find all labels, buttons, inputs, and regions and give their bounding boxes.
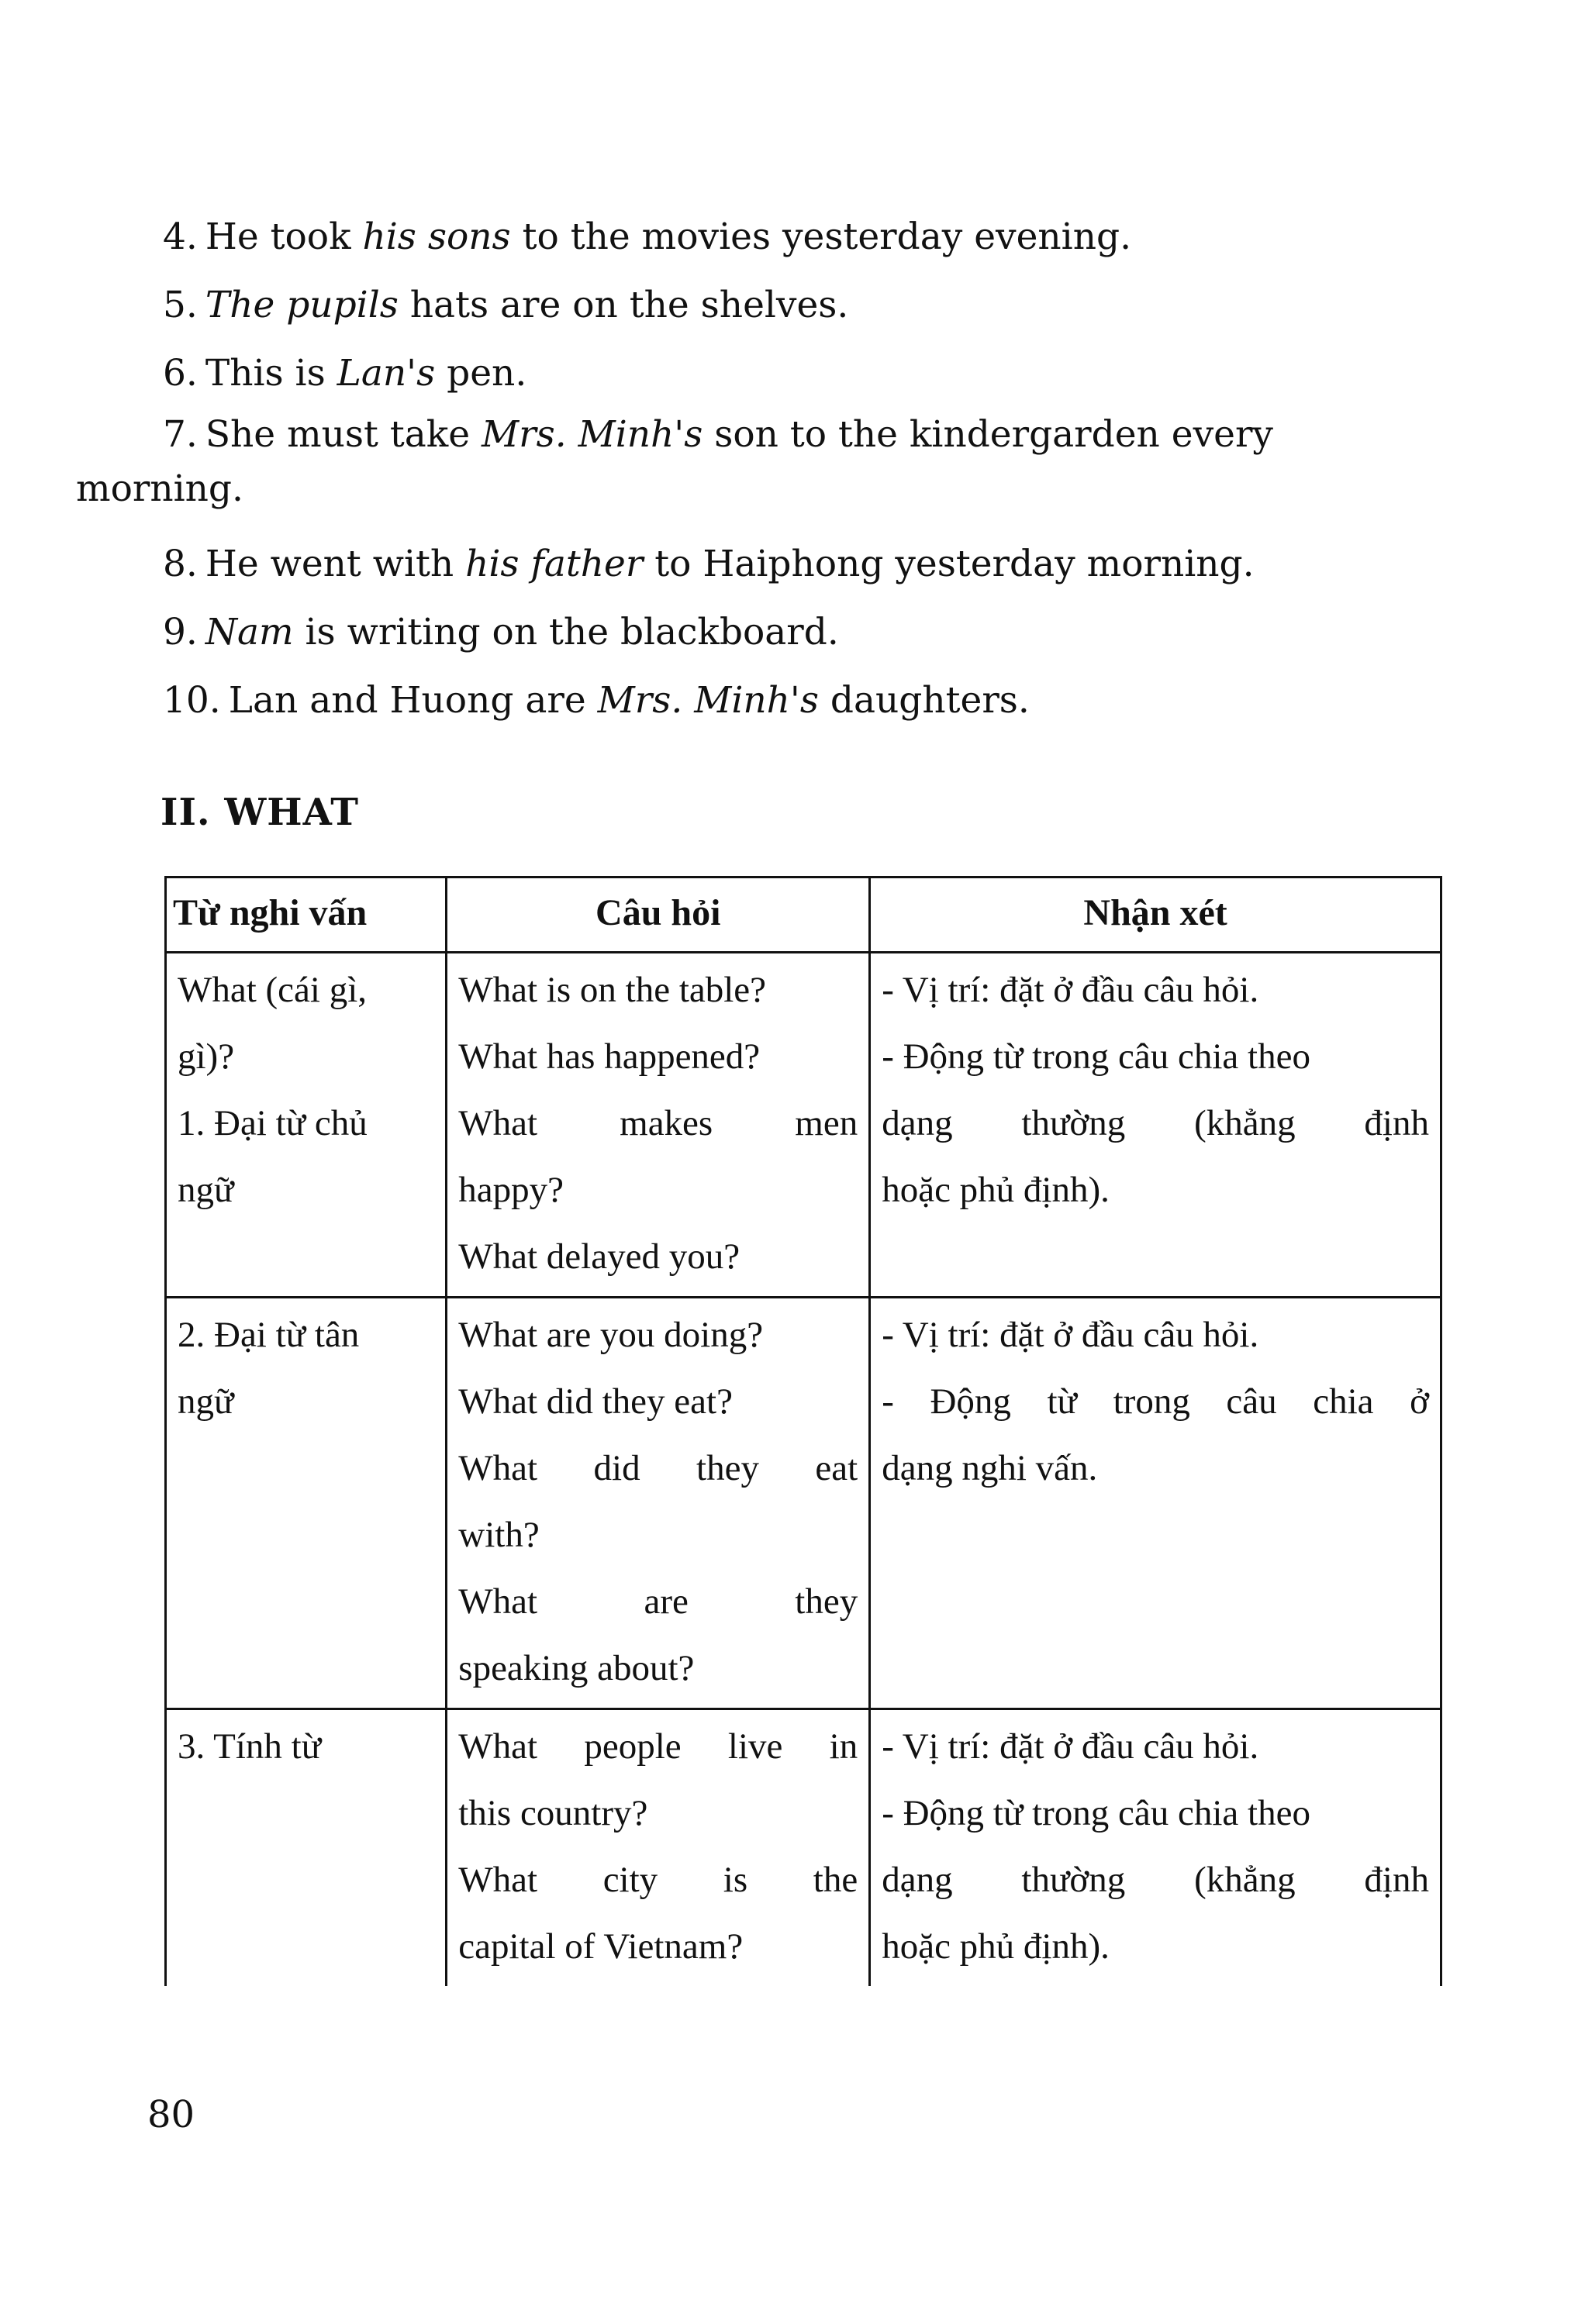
table-cell-note — [870, 953, 1441, 1298]
cell-line: ngữ — [178, 1170, 234, 1210]
section-heading: II. WHAT — [161, 791, 359, 834]
table-header-cell: Từ nghi vấn — [166, 878, 447, 953]
cell-line: What makes men — [458, 1103, 858, 1143]
table-cell-type — [166, 1709, 447, 1987]
exercise-italic-phrase: The pupils — [205, 284, 399, 326]
table-cell-note — [870, 1709, 1441, 1987]
cell-line: gì)? — [178, 1036, 235, 1077]
cell-line: with? — [458, 1515, 540, 1555]
cell-line: 1. Đại từ chủ — [178, 1103, 368, 1143]
exercise-number: 10. — [163, 679, 221, 722]
table-header-cell: Nhận xét — [870, 878, 1441, 953]
cell-line: capital of Vietnam? — [458, 1926, 744, 1967]
exercise-number: 6. — [163, 352, 198, 395]
cell-line: What people live in — [458, 1726, 858, 1767]
cell-line: - Động từ trong câu chia ở — [882, 1381, 1429, 1422]
exercise-text: is writing on the blackboard. — [293, 611, 839, 653]
table-cell-question — [447, 953, 870, 1298]
exercise-number: 5. — [163, 284, 198, 326]
cell-line: hoặc phủ định). — [882, 1926, 1110, 1967]
exercise-italic-phrase: Mrs. Minh's — [482, 413, 703, 456]
cell-line: hoặc phủ định). — [882, 1170, 1110, 1210]
cell-line: this country? — [458, 1793, 648, 1833]
table-cell-note — [870, 1298, 1441, 1709]
exercise-number: 9. — [163, 611, 198, 653]
exercise-item — [163, 340, 1481, 408]
cell-line: What is on the table? — [458, 970, 767, 1010]
cell-line: dạng nghi vấn. — [882, 1448, 1098, 1488]
cell-line: speaking about? — [458, 1648, 695, 1688]
exercise-text: Lan and Huong are — [228, 679, 598, 722]
table-cell-type — [166, 1298, 447, 1709]
table-cell-question — [447, 1709, 870, 1987]
exercise-text: to Haiphong yesterday morning. — [643, 543, 1255, 585]
exercise-text: hats are on the shelves. — [398, 284, 849, 326]
exercise-text: pen. — [435, 352, 527, 395]
exercise-item — [76, 408, 1481, 516]
cell-line: - Động từ trong câu chia theo — [882, 1793, 1310, 1833]
exercise-text: to the movies yesterday evening. — [510, 216, 1132, 258]
cell-line: ngữ — [178, 1381, 234, 1422]
exercise-italic-phrase: Mrs. Minh's — [597, 679, 819, 722]
cell-line: - Vị trí: đặt ở đầu câu hỏi. — [882, 970, 1259, 1010]
exercise-number: 8. — [163, 543, 198, 585]
exercise-italic-phrase: Nam — [205, 611, 294, 653]
exercise-number: 7. — [163, 413, 198, 456]
exercise-text: This is — [205, 352, 337, 395]
exercise-item — [163, 598, 1481, 667]
exercise-italic-phrase: his sons — [362, 216, 511, 258]
cell-line: What did they eat? — [458, 1381, 733, 1422]
exercise-italic-phrase: Lan's — [337, 352, 436, 395]
cell-line: dạng thường (khẳng định — [882, 1860, 1429, 1900]
exercise-text: son to the kindergarden every — [703, 413, 1273, 456]
cell-line: happy? — [458, 1170, 564, 1210]
table-header-cell: Câu hỏi — [447, 878, 870, 953]
exercise-text: daughters. — [818, 679, 1030, 722]
cell-line: dạng thường (khẳng định — [882, 1103, 1429, 1143]
cell-line: What city is the — [458, 1860, 858, 1900]
exercise-text: She must take — [205, 413, 482, 456]
cell-line: What (cái gì, — [178, 970, 368, 1010]
cell-line: - Động từ trong câu chia theo — [882, 1036, 1310, 1077]
cell-line: What delayed you? — [458, 1236, 740, 1277]
table-row — [166, 1298, 1441, 1709]
exercise-text: He went with — [205, 543, 466, 585]
exercise-item — [163, 530, 1481, 598]
exercise-item — [163, 271, 1481, 340]
table-cell-type — [166, 953, 447, 1298]
cell-line: - Vị trí: đặt ở đầu câu hỏi. — [882, 1315, 1259, 1355]
page-number: 80 — [147, 2093, 195, 2136]
exercise-list — [76, 203, 1481, 735]
cell-line: 2. Đại từ tân — [178, 1315, 360, 1355]
cell-line: What are they — [458, 1581, 858, 1622]
cell-line: 3. Tính từ — [178, 1726, 322, 1767]
table-row — [166, 1709, 1441, 1987]
what-table — [164, 876, 1442, 1986]
table-header-row — [166, 878, 1441, 953]
cell-line: What did they eat — [458, 1448, 858, 1488]
exercise-number: 4. — [163, 216, 198, 258]
exercise-italic-phrase: his father — [465, 543, 644, 585]
exercise-continuation: morning. — [76, 467, 243, 510]
exercise-item — [163, 667, 1481, 735]
table-row — [166, 953, 1441, 1298]
cell-line: What has happened? — [458, 1036, 761, 1077]
cell-line: What are you doing? — [458, 1315, 764, 1355]
exercise-text: He took — [205, 216, 363, 258]
exercise-item — [163, 203, 1481, 271]
cell-line: - Vị trí: đặt ở đầu câu hỏi. — [882, 1726, 1259, 1767]
table-cell-question — [447, 1298, 870, 1709]
